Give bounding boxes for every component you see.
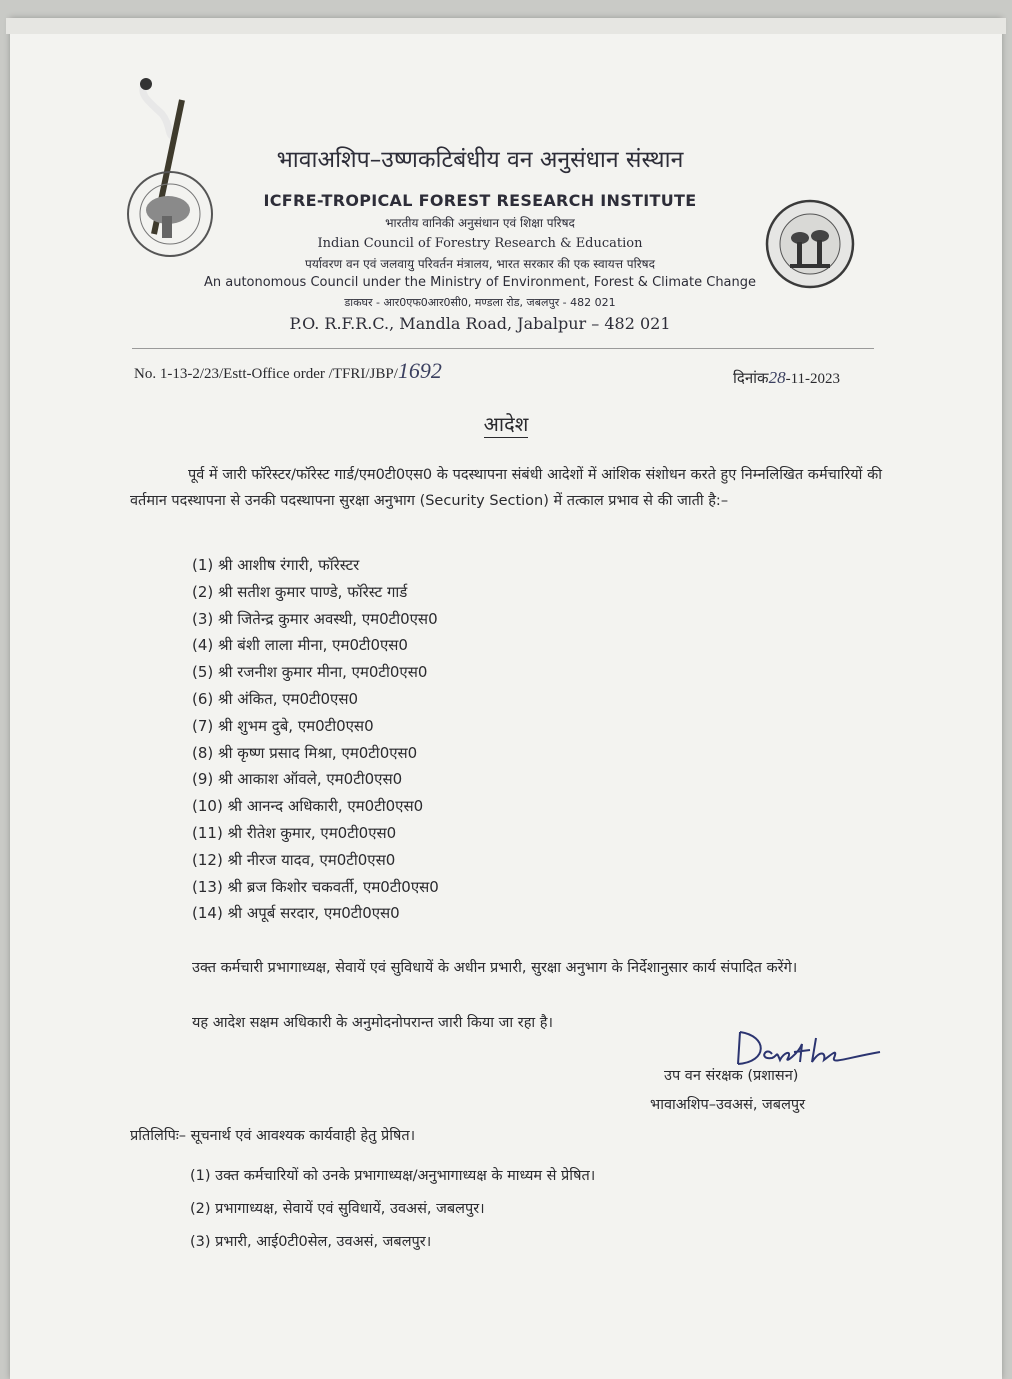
institute-name-hindi: भावाअशिप–उष्णकटिबंधीय वन अनुसंधान संस्थान — [276, 147, 684, 173]
list-item: (1) उक्त कर्मचारियों को उनके प्रभागाध्यक्ष/अनुभागाध्यक्ष के माध्यम से प्रेषित। — [190, 1168, 596, 1184]
ministry-line-english: An autonomous Council under the Ministry of Environment, Forest & Climate Change — [203, 275, 757, 290]
staff-list — [192, 552, 692, 927]
body-paragraph-text: पूर्व में जारी फॉरेस्टर/फॉरेस्ट गार्ड/एम0टी0एस0 के पदस्थापना संबंधी आदेशों में आंशिक संशोधन करते हुए निम्नलिखित कर्मचारियों की वर्तमान पदस्थापना से उनकी पदस्थापना सुरक्षा अनुभाग (Security Section) में तत्काल प्रभाव से की जाती है:– — [130, 467, 882, 509]
header-divider — [132, 348, 874, 349]
list-item: (8) श्री कृष्ण प्रसाद मिश्रा, एम0टी0एस0 — [192, 743, 418, 762]
reference-prefix: No. 1-13-2/23/Estt-Office order /TFRI/JBP/ — [134, 366, 398, 382]
instruction-paragraph — [130, 953, 878, 983]
list-item: (6) श्री अंकित, एम0टी0एस0 — [192, 689, 359, 708]
address-english: P.O. R.F.R.C., Mandla Road, Jabalpur – 482 021 — [289, 314, 671, 333]
page-edge — [6, 18, 1006, 34]
list-item: (4) श्री बंशी लाला मीना, एम0टी0एस0 — [192, 636, 408, 655]
approval-line: यह आदेश सक्षम अधिकारी के अनुमोदनोपरान्त जारी किया जा रहा है। — [192, 1015, 553, 1031]
list-item: (14) श्री अपूर्ब सरदार, एम0टी0एस0 — [192, 904, 400, 923]
list-item: (10) श्री आनन्द अधिकारी, एम0टी0एस0 — [192, 797, 424, 816]
list-item: (9) श्री आकाश ऑवले, एम0टी0एस0 — [192, 770, 403, 789]
signatory-office: भावाअशिप–उवअसं, जबलपुर — [650, 1097, 806, 1113]
body-paragraph — [130, 462, 882, 514]
list-item: (2) प्रभागाध्यक्ष, सेवायें एवं सुविधायें, उवअसं, जबलपुर। — [190, 1201, 485, 1217]
order-title — [0, 410, 1012, 437]
list-item: (5) श्री रजनीश कुमार मीना, एम0टी0एस0 — [192, 663, 428, 682]
ministry-line-hindi: पर्यावरण वन एवं जलवायु परिवर्तन मंत्रालय, भारत सरकार की एक स्वायत्त परिषद — [305, 257, 655, 271]
date-rest: -11-2023 — [785, 371, 841, 387]
date-day-handwritten: 28 — [768, 368, 786, 387]
order-title-text: आदेश — [483, 412, 529, 436]
list-item: (11) श्री रीतेश कुमार, एम0टी0एस0 — [192, 823, 397, 842]
list-item: (3) प्रभारी, आई0टी0सेल, उवअसं, जबलपुर। — [190, 1234, 432, 1250]
council-name-hindi: भारतीय वानिकी अनुसंधान एवं शिक्षा परिषद — [385, 216, 575, 230]
instruction-paragraph-text: उक्त कर्मचारी प्रभागाध्यक्ष, सेवायें एवं सुविधायें के अधीन प्रभारी, सुरक्षा अनुभाग के निर्देशानुसार कार्य संपादित करेंगे। — [192, 960, 798, 976]
list-item: (1) श्री आशीष रंगारी, फॉरेस्टर — [192, 556, 360, 574]
list-item: (2) श्री सतीश कुमार पाण्डे, फॉरेस्ट गार्ड — [192, 582, 408, 601]
reference-number — [134, 358, 442, 384]
list-item: (12) श्री नीरज यादव, एम0टी0एस0 — [192, 850, 396, 869]
council-name-english: Indian Council of Forestry Research & Education — [317, 236, 643, 251]
copy-to-heading: प्रतिलिपिः– सूचनार्थ एवं आवश्यक कार्यवाही हेतु प्रेषित। — [130, 1128, 416, 1144]
reference-handwritten-number: 1692 — [397, 358, 442, 383]
copy-to-list — [190, 1160, 595, 1259]
date-label: दिनांक — [733, 371, 769, 387]
list-item: (13) श्री ब्रज किशोर चकवर्ती, एम0टी0एस0 — [192, 877, 439, 896]
institute-name-english: ICFRE-TROPICAL FOREST RESEARCH INSTITUTE — [263, 191, 697, 210]
signatory-designation: उप वन संरक्षक (प्रशासन) — [664, 1068, 799, 1084]
list-item: (3) श्री जितेन्द्र कुमार अवस्थी, एम0टी0एस0 — [192, 609, 438, 628]
address-hindi: डाकघर - आर0एफ0आर0सी0, मण्डला रोड, जबलपुर - 482 021 — [344, 296, 616, 309]
order-date — [733, 368, 840, 388]
list-item: (7) श्री शुभम दुबे, एम0टी0एस0 — [192, 716, 374, 735]
